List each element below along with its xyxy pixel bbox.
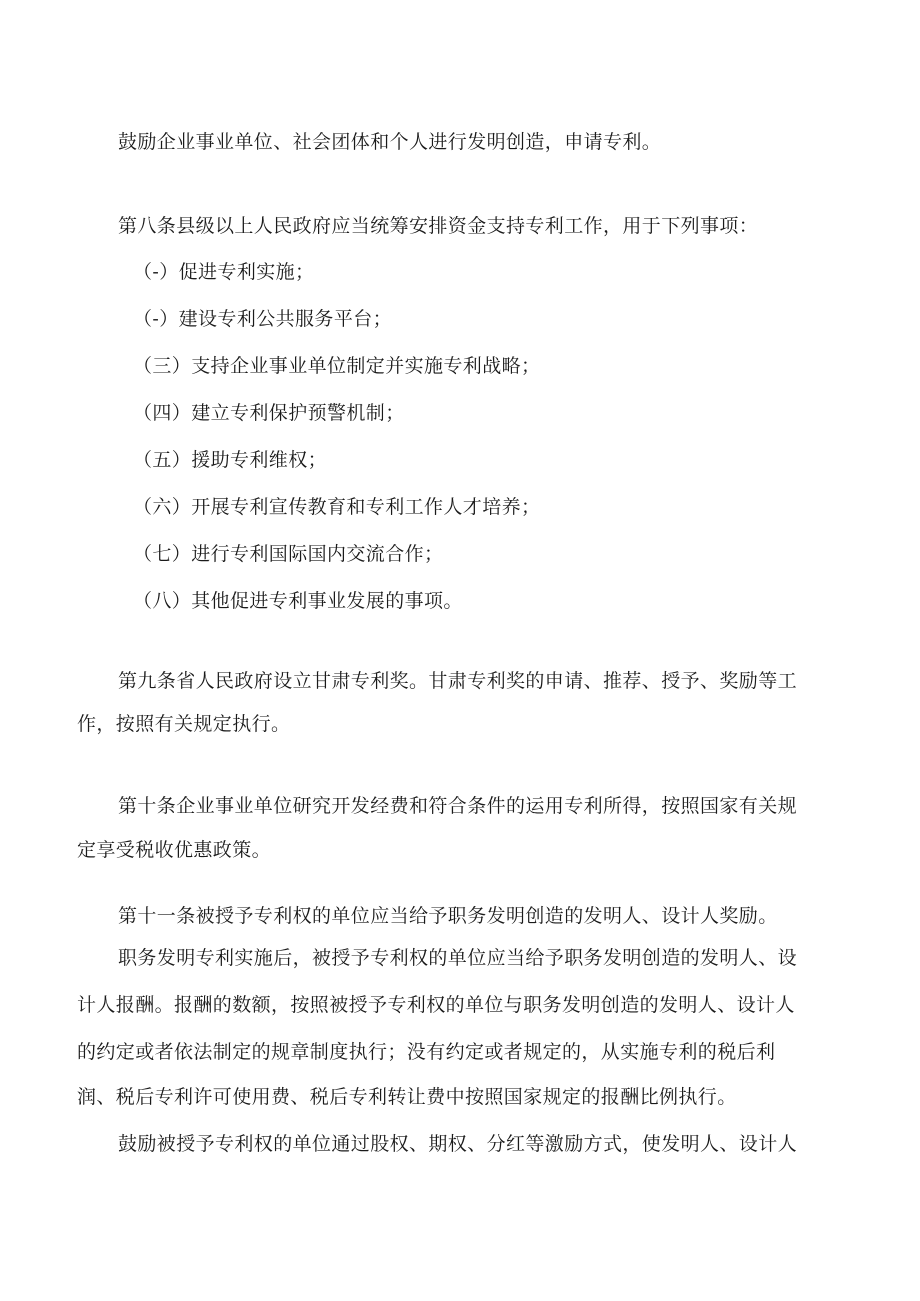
- article-9-line: 第九条省人民政府设立甘肃专利奖。甘肃专利奖的申请、推荐、授予、奖励等工: [118, 670, 798, 692]
- article-11-line: 第十一条被授予专利权的单位应当给予职务发明创造的发明人、设计人奖励。: [118, 905, 778, 927]
- article-11-line: 鼓励被授予专利权的单位通过股权、期权、分红等激励方式，使发明人、设计人: [118, 1133, 798, 1155]
- article-11-line: 润、税后专利许可使用费、税后专利转让费中按照国家规定的报酬比例执行。: [77, 1086, 737, 1108]
- article-10-line: 第十条企业事业单位研究开发经费和符合条件的运用专利所得，按照国家有关规: [118, 795, 798, 817]
- list-item: （五）援助专利维权；: [133, 449, 328, 471]
- list-item: （七）进行专利国际国内交流合作；: [133, 543, 444, 565]
- list-item: （-）建设专利公共服务平台；: [133, 308, 393, 330]
- article-11-line: 计人报酬。报酬的数额，按照被授予专利权的单位与职务发明创造的发明人、设计人: [77, 994, 795, 1016]
- article-11-line: 的约定或者依法制定的规章制度执行；没有约定或者规定的，从实施专利的税后利: [77, 1041, 776, 1063]
- paragraph-line: 鼓励企业事业单位、社会团体和个人进行发明创造，申请专利。: [118, 131, 662, 153]
- article-9-line: 作，按照有关规定执行。: [77, 713, 291, 735]
- list-item: （四）建立专利保护预警机制；: [133, 402, 405, 424]
- list-item: （八）其他促进专利事业发展的事项。: [133, 590, 463, 612]
- article-11-line: 职务发明专利实施后，被授予专利权的单位应当给予职务发明创造的发明人、设: [118, 947, 798, 969]
- article-8-intro: 第八条县级以上人民政府应当统筹安排资金支持专利工作，用于下列事项：: [118, 215, 759, 237]
- list-item: （三）支持企业事业单位制定并实施专利战略；: [133, 355, 541, 377]
- list-item: （-）促进专利实施；: [133, 261, 315, 283]
- list-item: （六）开展专利宣传教育和专利工作人才培养；: [133, 496, 541, 518]
- article-10-line: 定享受税收优惠政策。: [77, 839, 272, 861]
